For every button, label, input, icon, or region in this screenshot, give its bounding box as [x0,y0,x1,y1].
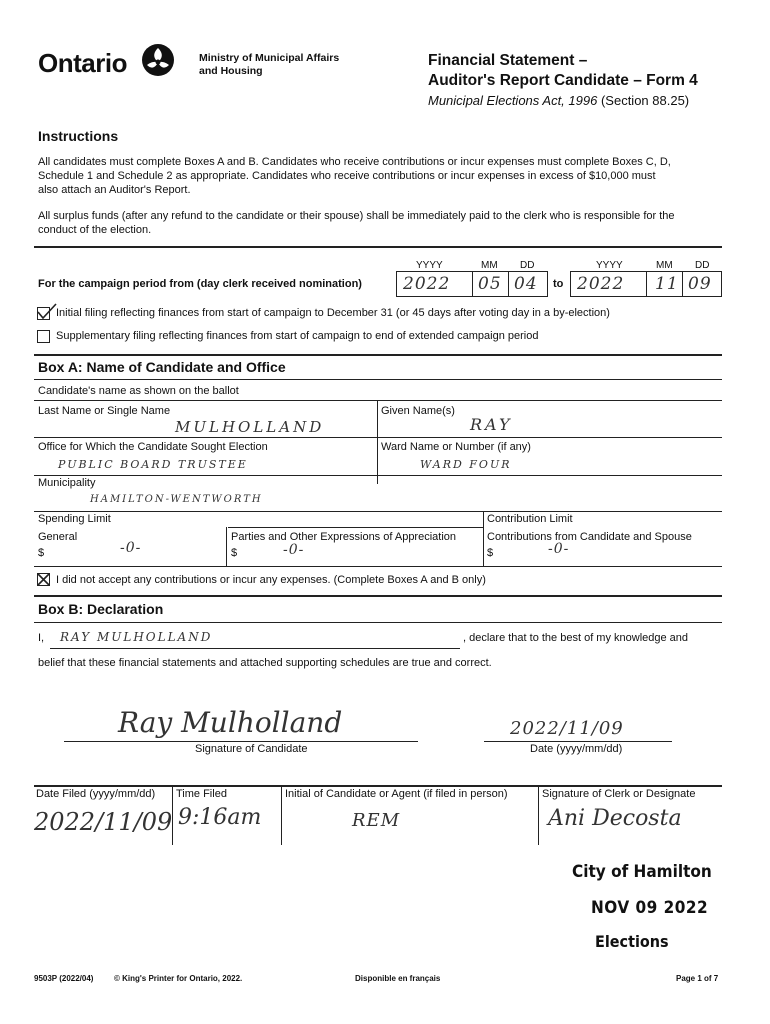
act-name: Municipal Elections Act, 1996 [428,93,598,108]
signature-label: Signature of Candidate [195,743,308,755]
spending-limit-label: Spending Limit [38,513,111,525]
ontario-trillium-icon [141,43,175,77]
given-name-value[interactable]: RAY [470,415,513,434]
to-yyyy-value[interactable]: 2022 [577,274,625,294]
form-title-line1: Financial Statement – [428,52,588,69]
act-section: (Section 88.25) [600,93,690,108]
ministry-name: Ministry of Municipal Affairs and Housing [199,52,340,77]
general-value[interactable]: -0- [120,540,142,556]
municipality-value[interactable]: HAMILTON-WENTWORTH [90,494,263,505]
declaration-i: I, [38,632,45,644]
instructions-para1: All candidates must complete Boxes A and B. Candidates who receive contributions or incur expenses must complete Boxes C, D, Schedule 1 and Schedule 2 as appropriate. Candidates who receive contributions or incur expenses in excess of $10,000 must also attach an Auditor's Report. [38,156,671,196]
check-mark-icon [36,302,58,322]
last-name-label: Last Name or Single Name [38,405,171,417]
date-filed-label: Date Filed (yyyy/mm/dd) [36,788,156,800]
instructions-heading: Instructions [38,128,119,144]
time-filed-label: Time Filed [176,788,227,800]
declarant-name[interactable]: RAY MULHOLLAND [60,630,213,644]
form-title-line2: Auditor's Report Candidate – Form 4 [428,72,698,89]
given-name-label: Given Name(s) [381,405,455,417]
from-mm-value[interactable]: 05 [478,274,502,294]
time-filed-value[interactable]: 9:16am [178,805,262,830]
supplementary-filing-checkbox[interactable] [37,330,50,343]
declaration-date-value[interactable]: 2022/11/09 [510,718,624,739]
from-yyyy-label: YYYY [416,260,443,271]
date-filed-value[interactable]: 2022/11/09 [34,808,173,836]
parties-dollar: $ [231,547,238,559]
from-yyyy-value[interactable]: 2022 [403,274,451,294]
initial-label: Initial of Candidate or Agent (if filed in person) [285,788,508,800]
footer-copyright: © King's Printer for Ontario, 2022. [114,974,243,983]
ward-label: Ward Name or Number (if any) [381,441,531,453]
clerk-signature-label: Signature of Clerk or Designate [542,788,696,800]
from-mm-label: MM [481,260,498,271]
ward-value[interactable]: WARD FOUR [420,458,512,471]
from-dd-value[interactable]: 04 [514,274,538,294]
act-reference [428,93,689,108]
divider [34,246,722,248]
clerk-signature-value[interactable]: Ani Decosta [548,806,682,831]
contribution-limit-label: Contribution Limit [487,513,573,525]
to-mm-label: MM [656,260,673,271]
no-contributions-checkbox[interactable] [37,573,50,586]
supplementary-filing-label: Supplementary filing reflecting finances from start of campaign to end of extended campaign period [56,330,539,342]
municipality-label: Municipality [38,477,96,489]
contributions-dollar: $ [487,547,494,559]
initial-filing-checkbox[interactable] [37,307,50,320]
belief-text: belief that these financial statements and attached supporting schedules are true and correct. [38,657,492,669]
candidate-signature[interactable]: Ray Mulholland [118,706,343,739]
ontario-logo-text: Ontario [38,48,127,78]
footer-french: Disponible en français [355,974,441,983]
campaign-period-label: For the campaign period from (day clerk received nomination) [38,278,362,290]
declare-text: , declare that to the best of my knowledge and [463,632,689,644]
from-dd-label: DD [520,260,535,271]
initial-filing-label: Initial filing reflecting finances from start of campaign to December 31 (or 45 days after voting day in a by-election) [56,307,610,319]
footer-code: 9503P (2022/04) [34,974,94,983]
general-dollar: $ [38,547,45,559]
contributions-value[interactable]: -0- [548,541,570,557]
date-label: Date (yyyy/mm/dd) [530,743,623,755]
office-value[interactable]: PUBLIC BOARD TRUSTEE [58,458,248,471]
stamp-city: City of Hamilton [572,862,712,882]
box-b-heading: Box B: Declaration [38,601,164,617]
stamp-date: NOV 09 2022 [591,898,709,918]
last-name-value[interactable]: MULHOLLAND [175,418,325,436]
candidate-name-caption: Candidate's name as shown on the ballot [38,385,239,397]
x-mark-icon [37,573,50,586]
office-label: Office for Which the Candidate Sought Election [38,441,268,453]
to-dd-label: DD [695,260,710,271]
parties-value[interactable]: -0- [283,542,305,558]
to-yyyy-label: YYYY [596,260,623,271]
parties-label: Parties and Other Expressions of Appreciation [231,531,457,543]
stamp-elections: Elections [595,932,669,951]
to-label: to [553,278,564,290]
initial-value[interactable]: REM [352,810,401,831]
no-contributions-label: I did not accept any contributions or incur any expenses. (Complete Boxes A and B only) [56,574,486,586]
box-a-heading: Box A: Name of Candidate and Office [38,359,286,375]
footer-page: Page 1 of 7 [676,974,719,983]
to-dd-value[interactable]: 09 [688,274,712,294]
general-label: General [38,531,78,543]
contributions-label: Contributions from Candidate and Spouse [487,531,692,543]
instructions-para2: All surplus funds (after any refund to the candidate or their spouse) shall be immediately paid to the clerk who is responsible for the conduct of the election. [38,210,675,236]
to-mm-value[interactable]: 11 [655,274,679,294]
